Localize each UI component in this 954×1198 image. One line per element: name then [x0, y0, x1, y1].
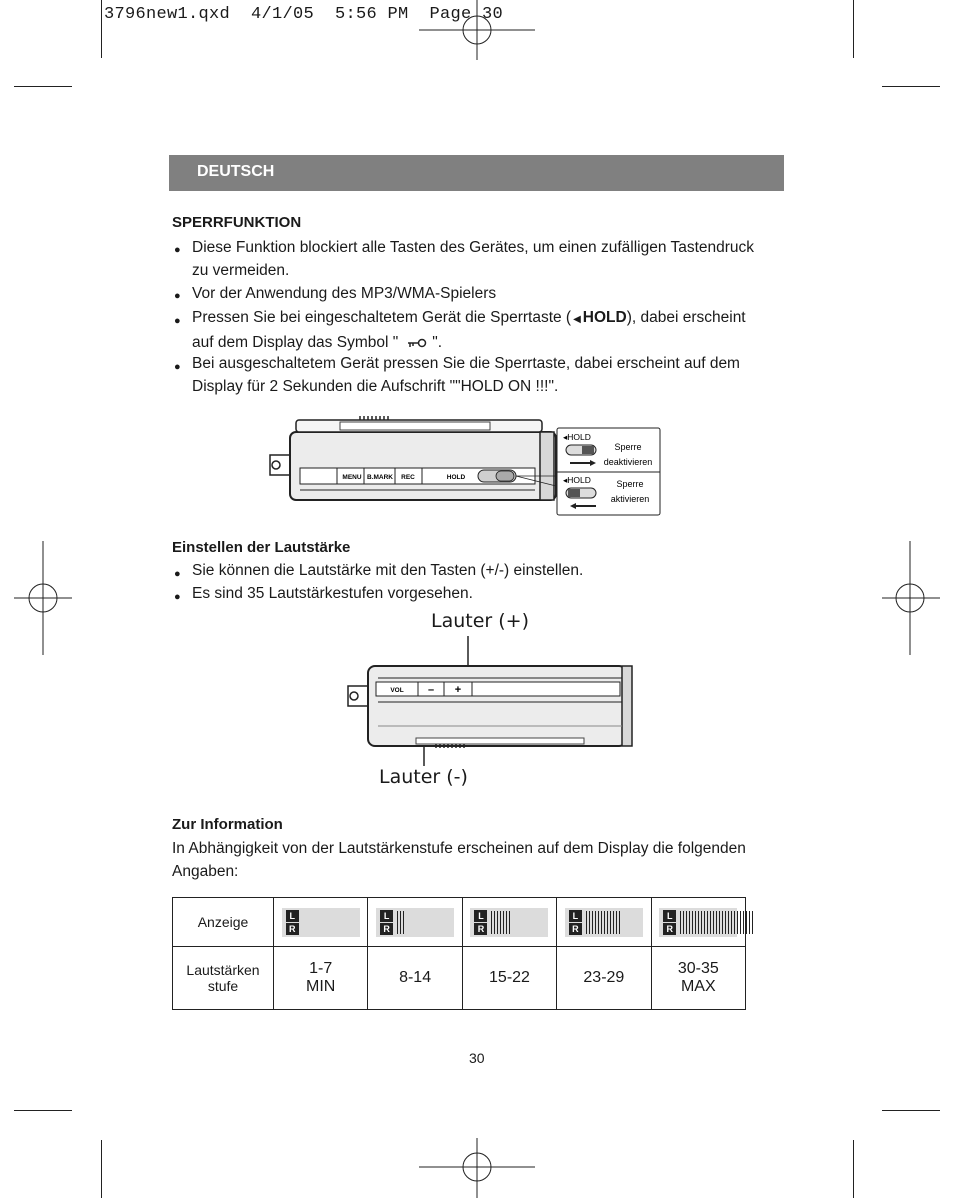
channel-left-badge: L [569, 910, 582, 922]
table-cell-meter [368, 898, 462, 947]
level-bar [710, 911, 711, 934]
text-line: Display für 2 Sekunden die Aufschrift ""HOLD ON !!!". [192, 378, 559, 395]
table-row [173, 947, 746, 1010]
level-meter [470, 908, 548, 937]
lock-bullet-1 [192, 236, 754, 282]
level-bar [586, 911, 587, 934]
level-bar [680, 911, 681, 934]
level-bar [595, 911, 596, 934]
level-bar [494, 911, 495, 934]
level-bar [737, 911, 738, 934]
lock-bullet-4 [192, 352, 740, 398]
level-bar [716, 911, 717, 934]
volume-bullet-2: Es sind 35 Lautstärkestufen vorgesehen. [192, 585, 473, 602]
text-line [192, 306, 746, 331]
device-button-bmark: B.MARK [367, 474, 393, 481]
device-hold-illustration [260, 410, 670, 522]
table-cell-stufe-label [173, 947, 274, 1010]
callout-unlock-text-1: Sperre [614, 442, 642, 452]
lock-bullet-2: Vor der Anwendung des MP3/WMA-Spielers [192, 285, 497, 302]
level-bar [725, 911, 726, 934]
text-line: In Abhängigkeit von der Lautstärkenstufe erscheinen auf dem Display die folgenden [172, 840, 746, 857]
level-bar [686, 911, 687, 934]
volume-level-table [172, 897, 746, 1010]
level-bar [607, 911, 608, 934]
device-button-strip [376, 682, 620, 696]
level-bar [740, 911, 741, 934]
level-tag: MAX [680, 978, 716, 995]
device-display-window [340, 422, 490, 430]
level-bar [497, 911, 498, 934]
text-line: stufe [207, 978, 239, 994]
level-bar [491, 911, 492, 934]
level-range: 30-35 [677, 960, 719, 977]
channel-right-badge: R [286, 923, 299, 935]
level-bar [500, 911, 501, 934]
callout-lock-knob [568, 489, 580, 497]
label-volume-down: Lauter (-) [379, 766, 468, 788]
callout-unlock-tag: ◂HOLD [563, 432, 591, 442]
lock-bullet-3 [192, 306, 746, 354]
level-bar [601, 911, 602, 934]
level-bar [695, 911, 696, 934]
level-bar [619, 911, 620, 934]
bullet-dot: ● [174, 361, 181, 373]
text-line: Angaben: [172, 863, 239, 880]
device-end-cap [622, 666, 632, 746]
level-bar [698, 911, 699, 934]
bullet-dot: ● [174, 568, 181, 580]
table-cell-level [368, 947, 462, 1010]
table-cell-meter [651, 898, 745, 947]
level-bar [728, 911, 729, 934]
level-bar [689, 911, 690, 934]
hold-arrow-icon: ◀ [573, 314, 581, 325]
level-bar [746, 911, 747, 934]
text-span: ". [432, 334, 443, 351]
level-bar [704, 911, 705, 934]
bullet-dot: ● [174, 244, 181, 256]
label-volume-up: Lauter (+) [431, 610, 530, 632]
level-bar [403, 911, 404, 934]
level-meter [376, 908, 454, 937]
level-bar [598, 911, 599, 934]
text-line: Lautstärken [186, 962, 260, 978]
text-line [192, 331, 746, 354]
lock-heading: SPERRFUNKTION [172, 214, 302, 231]
text-span: auf dem Display das Symbol " [192, 334, 399, 351]
device-end-cap [540, 432, 554, 500]
device-hold-label: HOLD [446, 474, 466, 481]
level-meter [282, 908, 360, 937]
level-bar [506, 911, 507, 934]
level-bar [589, 911, 590, 934]
level-bars [586, 911, 620, 934]
section-band-label: DEUTSCH [197, 163, 275, 180]
level-bar [752, 911, 753, 934]
level-bar [503, 911, 504, 934]
level-bar [731, 911, 732, 934]
level-bar [400, 911, 401, 934]
table-cell-meter [274, 898, 368, 947]
text-line: zu vermeiden. [192, 262, 290, 279]
level-range: 8-14 [399, 969, 432, 986]
level-bars [680, 911, 753, 934]
device-button-menu: MENU [342, 474, 362, 481]
level-bar [613, 911, 614, 934]
callout-lock-tag: ◂HOLD [563, 475, 591, 485]
channel-left-badge: L [380, 910, 393, 922]
channel-left-badge: L [663, 910, 676, 922]
device-volume-illustration [340, 636, 640, 766]
info-paragraph [172, 837, 746, 883]
device-connector-hole [272, 461, 280, 469]
table-row [173, 898, 746, 947]
table-cell-level [651, 947, 745, 1010]
bullet-dot: ● [174, 315, 181, 327]
level-bar [719, 911, 720, 934]
level-bar [701, 911, 702, 934]
device-button-rec: REC [401, 474, 415, 481]
print-slug: 3796new1.qxd 4/1/05 5:56 PM Page 30 [104, 5, 504, 24]
level-bar [610, 911, 611, 934]
device-display-window [416, 738, 584, 744]
level-range: 23-29 [583, 969, 625, 986]
hold-switch-knob [496, 471, 514, 481]
table-cell-anzeige: Anzeige [173, 898, 274, 947]
level-bars [491, 911, 510, 934]
device-minus-button: – [427, 684, 435, 696]
bullet-dot: ● [174, 591, 181, 603]
level-bar [509, 911, 510, 934]
table-cell-level [557, 947, 651, 1010]
callout-lock-text-1: Sperre [616, 479, 644, 489]
info-heading: Zur Information [172, 816, 283, 833]
callout-unlock-text-2: deaktivieren [603, 457, 653, 467]
callout-lock-tag-text: HOLD [567, 475, 591, 485]
level-meter [659, 908, 737, 937]
callout-lock-text-2: aktivieren [610, 494, 650, 504]
channel-left-badge: L [474, 910, 487, 922]
level-meter [565, 908, 643, 937]
device-connector-hole [350, 692, 358, 700]
level-bar [722, 911, 723, 934]
key-lock-icon [398, 337, 432, 349]
channel-left-badge: L [286, 910, 299, 922]
callout-unlock-tag-text: HOLD [567, 432, 591, 442]
level-bar [592, 911, 593, 934]
table-cell-meter [557, 898, 651, 947]
level-bar [692, 911, 693, 934]
level-bar [707, 911, 708, 934]
page-number: 30 [469, 1050, 485, 1066]
channel-right-badge: R [663, 923, 676, 935]
volume-bullet-1: Sie können die Lautstärke mit den Tasten (+/-) einstellen. [192, 562, 584, 579]
level-bar [397, 911, 398, 934]
device-plus-button: + [454, 684, 462, 696]
level-bar [743, 911, 744, 934]
text-span: ), dabei erscheint [626, 309, 746, 326]
level-bar [683, 911, 684, 934]
level-bar [616, 911, 617, 934]
table-cell-level [274, 947, 368, 1010]
level-bar [713, 911, 714, 934]
text-span: Pressen Sie bei eingeschaltetem Gerät die Sperrtaste ( [192, 309, 572, 326]
channel-right-badge: R [569, 923, 582, 935]
channel-right-badge: R [380, 923, 393, 935]
level-range: 15-22 [489, 969, 530, 986]
callout-unlock-knob [582, 446, 594, 454]
level-bar [604, 911, 605, 934]
level-bar [749, 911, 750, 934]
device-vol-label: VOL [390, 687, 404, 694]
level-bars [397, 911, 404, 934]
channel-right-badge: R [474, 923, 487, 935]
level-tag: MIN [306, 978, 336, 995]
table-cell-meter [462, 898, 556, 947]
level-bar [734, 911, 735, 934]
text-line: Diese Funktion blockiert alle Tasten des Gerätes, um einen zufälligen Tastendruck [192, 239, 755, 256]
text-line: Bei ausgeschaltetem Gerät pressen Sie die Sperrtaste, dabei erscheint auf dem [192, 355, 740, 372]
volume-heading: Einstellen der Lautstärke [172, 539, 351, 556]
level-range: 1-7 [309, 960, 333, 977]
bullet-dot: ● [174, 290, 181, 302]
table-cell-level [462, 947, 556, 1010]
hold-key-label: HOLD [582, 309, 627, 326]
